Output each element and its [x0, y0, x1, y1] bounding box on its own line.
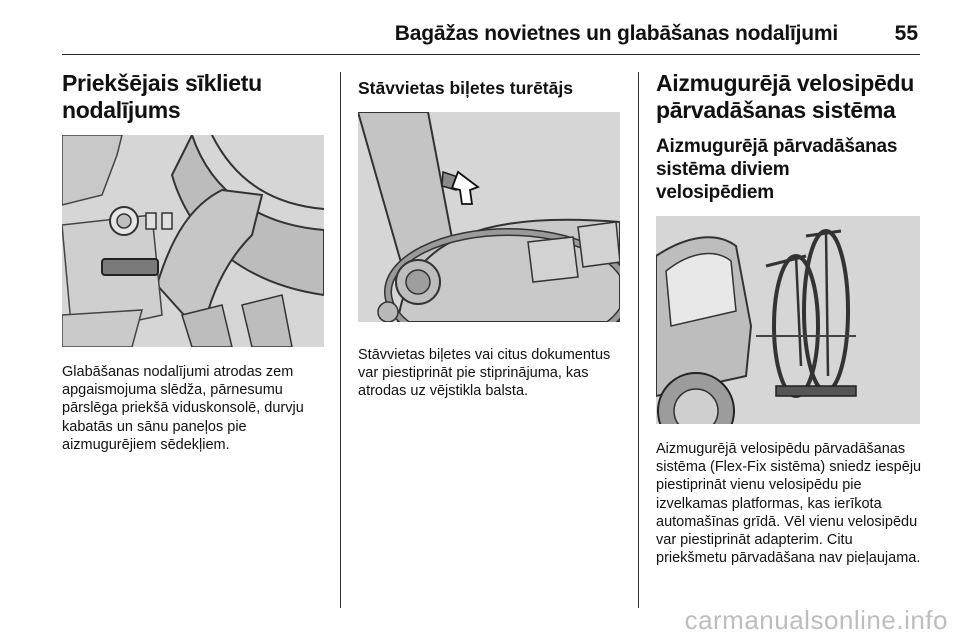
ticket-holder-figure: [358, 112, 620, 322]
bicycle-carrier-illustration: [656, 216, 920, 424]
section-paragraph: Aizmugurējā velosipēdu pārvadāšanas sistēma (Flex-Fix sistēma) sniedz iespēju piestiprināt vienu velosipēdu pie izvelkamas platformas, kas ierīkota automašīnas grīdā. Vēl vienu velosipēdu var piestiprināt adapterim. Citu priekšmetu pārvadāšana nav pieļaujama.: [656, 441, 922, 567]
bicycle-carrier-figure: [656, 216, 920, 424]
dashboard-storage-illustration: [62, 135, 324, 347]
section-paragraph: Glabāšanas nodalījumi atrodas zem apgaismojuma slēdža, pārnesumu pārslēga priekšā viduskonsolē, durvju kabatās un sānu paneļos pie aizmugurējiem sēdekļiem.: [62, 364, 304, 453]
section-heading: Stāvvietas biļetes turētājs: [358, 78, 573, 98]
column-storage: [62, 70, 326, 454]
section-heading: Aizmugurējā velosipēdu pārvadāšanas sistēma: [656, 70, 914, 123]
windscreen-pillar-illustration: [358, 112, 620, 322]
column-divider: [638, 72, 639, 608]
page-number: 55: [894, 22, 918, 45]
section-heading: Priekšējais sīklietu nodalījums: [62, 70, 262, 123]
storage-figure: [62, 135, 324, 347]
column-divider: [340, 72, 341, 608]
watermark: carmanualsonline.info: [684, 605, 948, 635]
section-paragraph: Stāvvietas biļetes vai citus dokumentus var piestiprināt pie stiprinājuma, kas atrodas uz vējstikla balsta.: [358, 347, 611, 400]
section-subheading: Aizmugurējā pārvadāšanas sistēma diviem velosipēdiem: [656, 136, 898, 203]
column-bicycle-carrier: [656, 70, 922, 567]
column-ticket-holder: [358, 70, 622, 401]
page-header: [62, 14, 920, 55]
header-title: Bagāžas novietnes un glabāšanas nodalījumi: [394, 22, 838, 45]
